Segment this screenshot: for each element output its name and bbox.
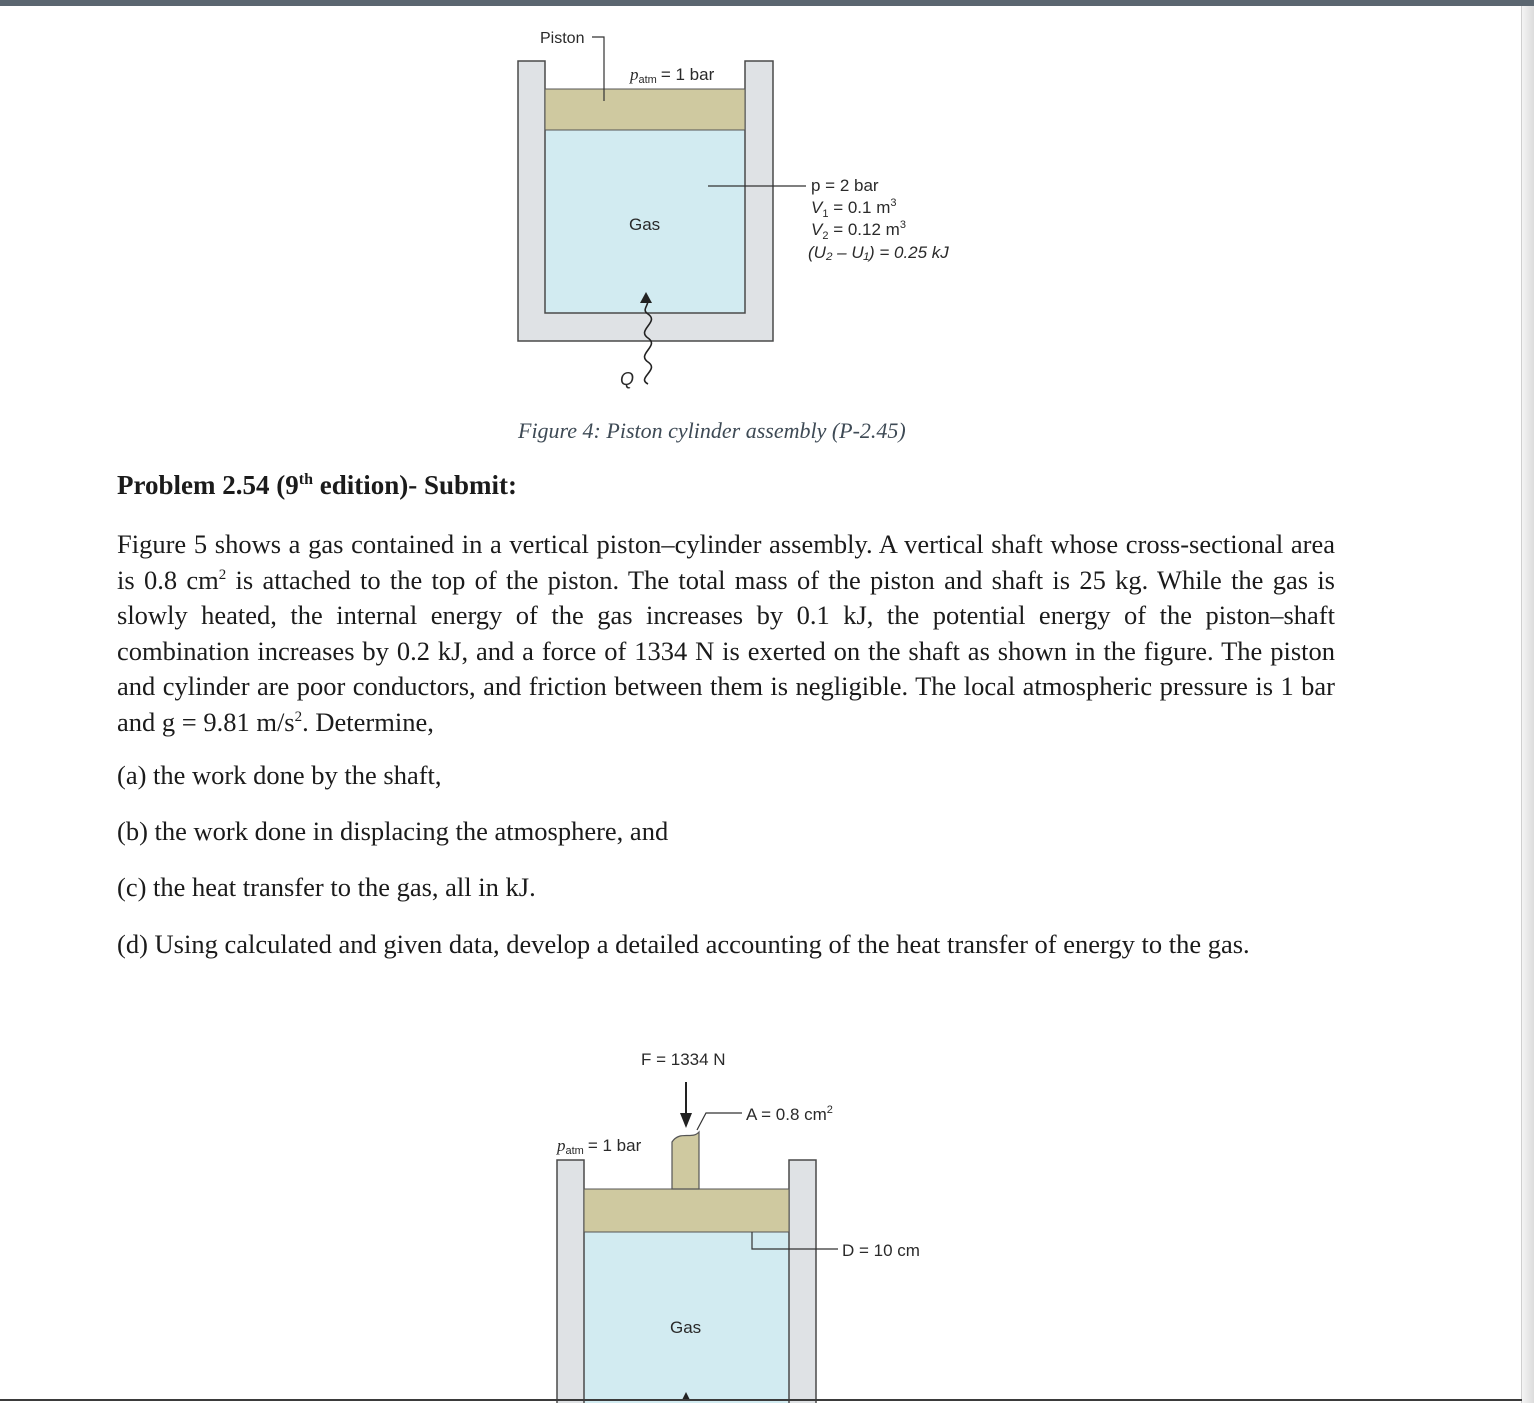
fig4-pressure-line: p = 2 bar <box>811 176 879 195</box>
fig4-internal-energy-line: (U₂ – U₁) = 0.25 kJ <box>808 243 949 262</box>
question-c: (c) the heat transfer to the gas, all in kJ. <box>117 872 536 902</box>
question-b: (b) the work done in displacing the atmosphere, and <box>117 816 669 846</box>
fig5-patm-label: patm = 1 bar <box>557 1136 642 1157</box>
problem-heading: Problem 2.54 (9th edition)- Submit: <box>117 470 517 500</box>
figure-4-caption: Figure 4: Piston cylinder assembly (P-2.45) <box>518 418 906 443</box>
fig4-gas-label: Gas <box>629 215 661 234</box>
figure-5-diagram <box>556 1050 920 1403</box>
fig4-piston <box>545 89 745 130</box>
fig4-piston-label: Piston <box>540 30 585 47</box>
question-a: (a) the work done by the shaft, <box>117 760 442 790</box>
page-bottom-border <box>0 1399 1522 1401</box>
fig5-diameter-label: D = 10 cm <box>842 1241 920 1260</box>
fig4-q-label: Q <box>620 369 635 389</box>
fig5-right-wall <box>789 1160 816 1403</box>
fig5-area-label: A = 0.8 $cm^2$ <box>746 1104 833 1124</box>
fig5-force-arrowhead <box>680 1113 692 1128</box>
fig4-v2-line: $V_2 = 0.12$ $m^3$ <box>811 219 906 242</box>
fig5-left-wall <box>557 1160 584 1403</box>
fig4-patm-label: patm = 1 bar <box>630 65 715 86</box>
fig5-area-leader <box>697 1113 742 1130</box>
fig5-gas-label: Gas <box>670 1318 702 1337</box>
fig5-piston <box>584 1189 789 1232</box>
fig5-force-label: F = 1334 N <box>641 1050 726 1069</box>
figure-4-diagram <box>518 30 949 389</box>
fig5-shaft <box>672 1132 699 1189</box>
question-d: (d) Using calculated and given data, develop a detailed accounting of the heat transfer of energy to the gas. <box>117 929 1250 959</box>
fig4-v1-line: $V_1 = 0.1$ $m^3$ <box>811 197 897 220</box>
problem-statement: Figure 5 shows a gas contained in a vertical piston–cylinder assembly. A vertical shaft whose cross-sectional area is 0.8 $cm^2$ is attached to the top of the piston. The total mass of the piston and shaft is 25 kg. While the gas is slowly heated, the internal energy of the gas increases by 0.1 kJ, the potential energy of the piston–shaft combination increases by 0.2 kJ, and a force of 1334 N is exerted on the shaft as shown in the figure. The piston and cylinder are poor conductors, and friction between them is negligible. The local atmospheric pressure is 1 bar and g = 9.81 $m/s^2$. Determine, <box>117 529 1335 737</box>
